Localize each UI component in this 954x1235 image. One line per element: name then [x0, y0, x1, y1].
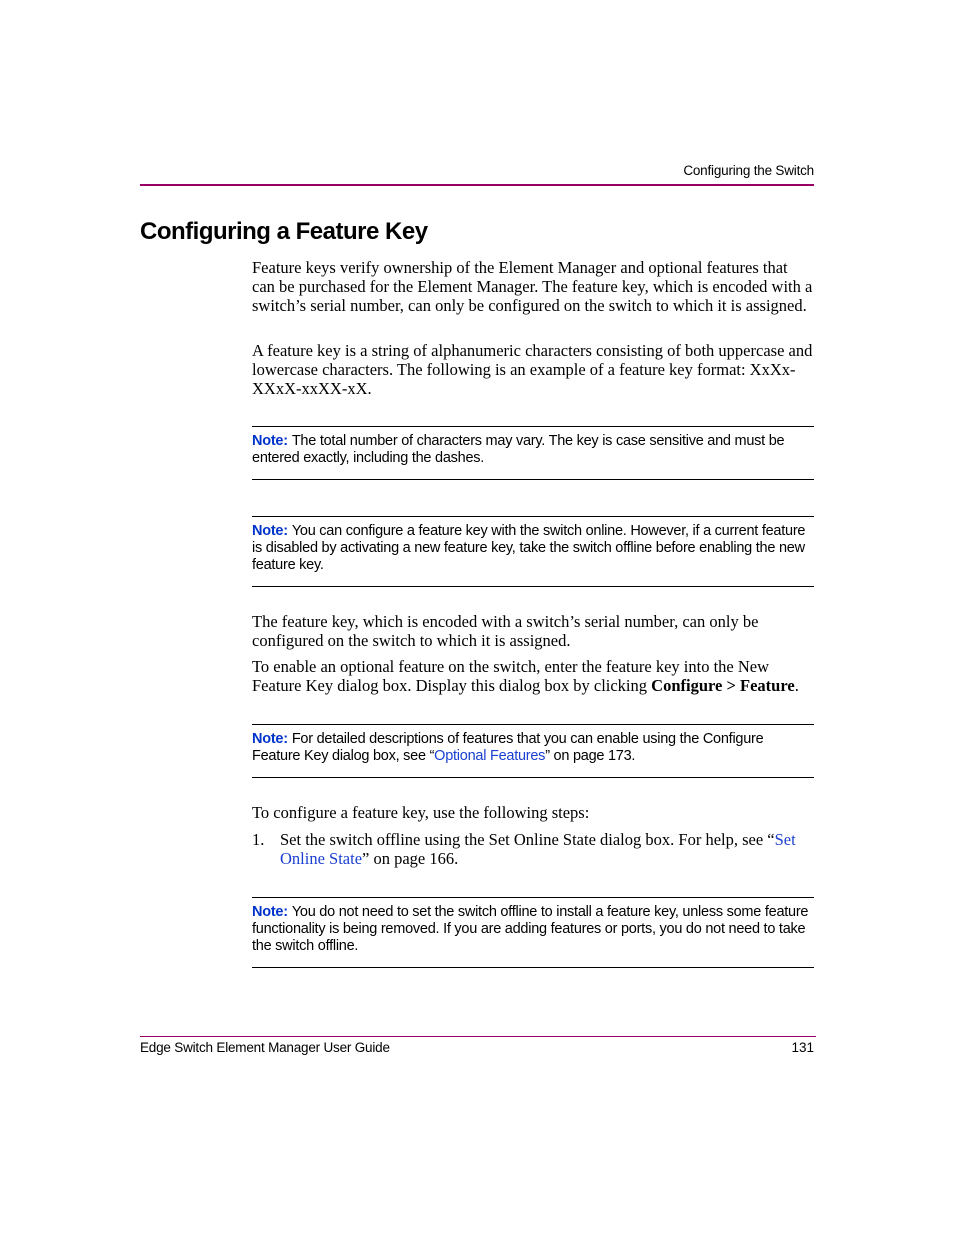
optional-features-link[interactable]: Optional Features — [434, 748, 546, 764]
note-4 — [252, 904, 814, 955]
paragraph-enable-end: . — [794, 676, 799, 695]
note-4-text: You do not need to set the switch offline to install a feature key, unless some feature functionality is being removed. If you are adding features or ports, you do not need to take the switch offline. — [252, 904, 809, 954]
note-label: Note: — [252, 904, 288, 920]
note-3-end: ” on page 173. — [545, 748, 636, 764]
note-box-3 — [252, 724, 814, 778]
paragraph-format: A feature key is a string of alphanumeric characters consisting of both uppercase and lowercase characters. The following is an example of a feature key format: XxXx-XXxX-xxXX-xX. — [252, 341, 813, 398]
step-text-start: Set the switch offline using the Set Online State dialog box. For help, see “ — [280, 830, 775, 849]
header-divider — [140, 184, 814, 186]
note-label: Note: — [252, 731, 288, 747]
running-header: Configuring the Switch — [683, 163, 814, 178]
note-box-1 — [252, 426, 814, 480]
paragraph-steps-intro: To configure a feature key, use the following steps: — [252, 803, 590, 822]
paragraph-enable — [252, 657, 814, 695]
note-box-4 — [252, 897, 814, 968]
step-number: 1. — [252, 830, 265, 849]
note-3-text: For detailed descriptions of features that you can enable using the Configure Feature Key dialog box, see “ — [252, 731, 764, 764]
note-3 — [252, 731, 814, 765]
step-text-end: ” on page 166. — [362, 849, 459, 868]
note-label: Note: — [252, 523, 288, 539]
section-title: Configuring a Feature Key — [140, 218, 428, 245]
menu-path: Configure > Feature — [651, 676, 795, 695]
note-1 — [252, 433, 814, 467]
paragraph-intro: Feature keys verify ownership of the Element Manager and optional features that can be purchased for the Element Manager. The feature key, which is encoded with a switch’s serial number, can only be configured on the switch to which it is assigned. — [252, 258, 813, 315]
set-online-state-link[interactable]: Set Online State — [280, 830, 796, 868]
note-2-text: You can configure a feature key with the switch online. However, if a current feature is disabled by activating a new feature key, take the switch offline before enabling the new feature key. — [252, 523, 806, 573]
note-label: Note: — [252, 433, 288, 449]
paragraph-encoding: The feature key, which is encoded with a switch’s serial number, can only be configured on the switch to which it is assigned. — [252, 612, 759, 650]
footer-doc-title: Edge Switch Element Manager User Guide — [140, 1040, 390, 1055]
page-number: 131 — [791, 1040, 814, 1055]
note-box-2 — [252, 516, 814, 587]
step-item — [252, 830, 814, 868]
footer-divider — [140, 1036, 816, 1037]
note-1-text: The total number of characters may vary. The key is case sensitive and must be entered exactly, including the dashes. — [252, 433, 785, 466]
note-2 — [252, 523, 814, 574]
step-text — [252, 830, 814, 868]
paragraph-enable-text: To enable an optional feature on the switch, enter the feature key into the New Feature Key dialog box. Display this dialog box by clicking — [252, 657, 770, 695]
